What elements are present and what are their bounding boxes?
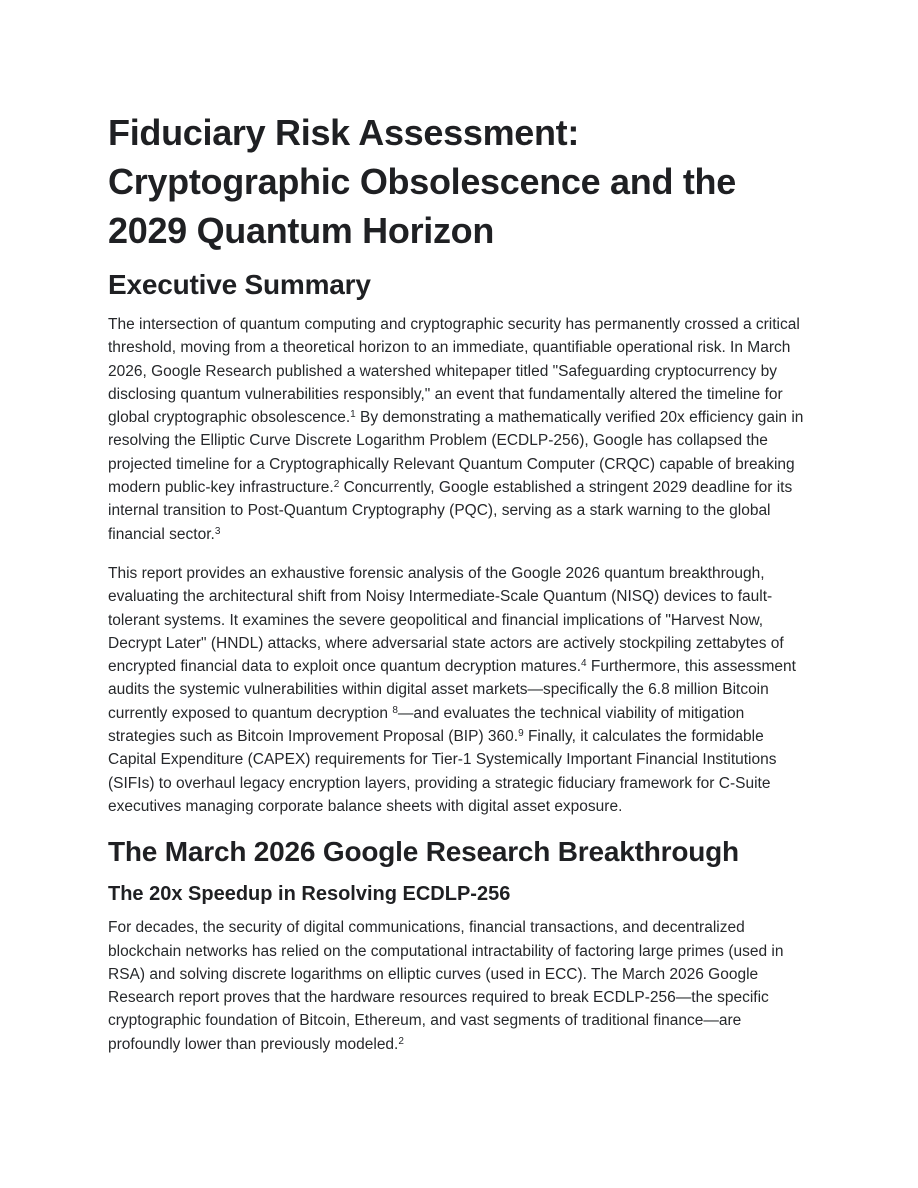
document-title-line-1: Fiduciary Risk Assessment: xyxy=(108,112,580,153)
section-heading-executive-summary: Executive Summary xyxy=(108,269,371,300)
footnote-ref: 9 xyxy=(518,728,524,740)
paragraph-executive-summary-1: The intersection of quantum computing and cryptographic security has permanently crossed a critical threshold, moving from a theoretical horizon to an immediate, quantifiable operational risk. In March 2026, Google Research published a watershed whitepaper titled "Safeguarding cryptocurrency by disclosing quantum vulnerabilities responsibly," an event that fundamentally altered the timeline for global cryptographic obsolescence.$^1$ By demonstrating a mathematically verified 20x efficiency gain in resolving the Elliptic Curve Discrete Logarithm Problem (ECDLP-256), Google has collapsed the projected timeline for a Cryptographically Relevant Quantum Computer (CRQC) capable of breaking modern public-key infrastructure.$^2$ Concurrently, Google established a stringent 2029 deadline for its internal transition to Post-Quantum Cryptography (PQC), serving as a stark warning to the global financial sector.$^3$ xyxy=(108,316,804,543)
document-title-line-3: 2029 Quantum Horizon xyxy=(108,210,495,251)
paragraph-executive-summary-2: This report provides an exhaustive forensic analysis of the Google 2026 quantum breakthrough, evaluating the architectural shift from Noisy Intermediate-Scale Quantum (NISQ) devices to fault-tolerant systems. It examines the severe geopolitical and financial implications of "Harvest Now, Decrypt Later" (HNDL) attacks, where adversarial state actors are actively stockpiling zettabytes of encrypted financial data to exploit once quantum decryption matures.$^4$ Furthermore, this assessment audits the systemic vulnerabilities within digital asset markets—specifically the 6.8 million Bitcoin currently exposed to quantum decryption $^8$—and evaluates the technical viability of mitigation strategies such as Bitcoin Improvement Proposal (BIP) 360.$^9$ Finally, it calculates the formidable Capital Expenditure (CAPEX) requirements for Tier-1 Systemically Important Financial Institutions (SIFIs) to overhaul legacy encryption layers, providing a strategic fiduciary framework for C-Suite executives managing corporate balance sheets with digital asset exposure. xyxy=(108,564,796,815)
footnote-ref: 4 xyxy=(581,658,587,670)
document-title-line-2: Cryptographic Obsolescence and the xyxy=(108,161,736,202)
footnote-ref: 8 xyxy=(392,704,398,716)
subsection-heading-20x-speedup: The 20x Speedup in Resolving ECDLP-256 xyxy=(108,883,511,906)
footnote-ref: 1 xyxy=(350,409,356,421)
footnote-ref: 3 xyxy=(214,525,221,537)
footnote-ref: 2 xyxy=(333,479,340,491)
paragraph-20x-speedup-1: For decades, the security of digital communications, financial transactions, and decentralized blockchain networks has relied on the computational intractability of factoring large primes (used in RSA) and solving discrete logarithms on elliptic curves (used in ECC). The March 2026 Google Research report proves that the hardware resources required to break ECDLP-256—the specific cryptographic foundation of Bitcoin, Ethereum, and vast segments of traditional finance—are profoundly lower than previously modeled.$^2$ xyxy=(108,919,784,1053)
section-heading-march-2026-breakthrough: The March 2026 Google Research Breakthrough xyxy=(108,836,739,868)
footnote-ref: 2 xyxy=(398,1035,404,1047)
document-title xyxy=(108,108,810,255)
